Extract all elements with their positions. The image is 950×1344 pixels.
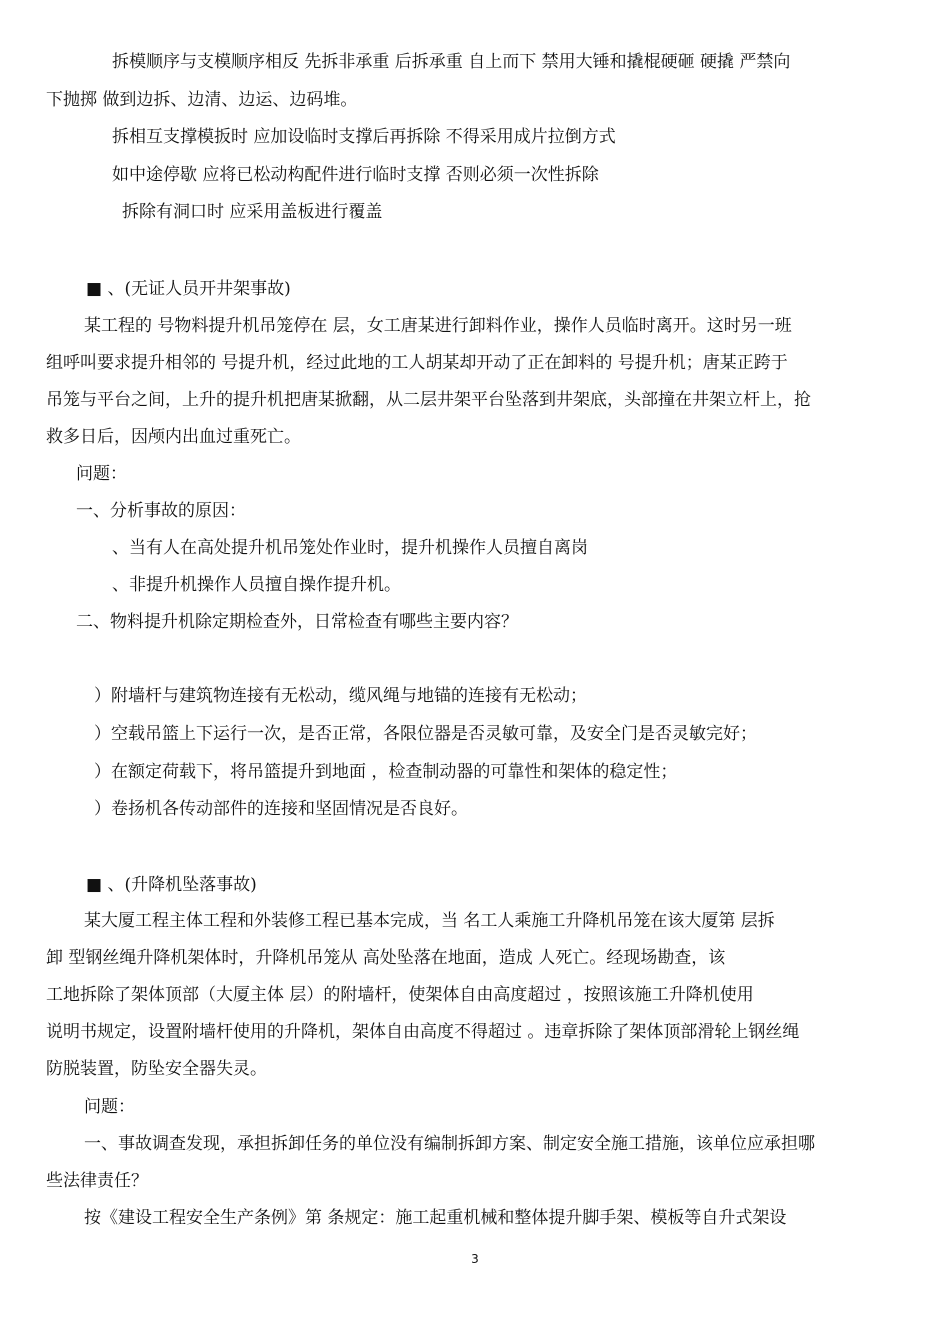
text-line: 下抛掷 做到边拆、边清、边运、边码堆。	[46, 90, 358, 110]
text-line: 按《建设工程安全生产条例》第 条规定：施工起重机械和整体提升脚手架、模板等自升式架设	[84, 1208, 787, 1228]
text-line: 如中途停歇 应将已松动构配件进行临时支撑 否则必须一次性拆除	[112, 165, 599, 185]
text-line: 救多日后，因颅内出血过重死亡。	[46, 427, 301, 447]
text-line: 吊笼与平台之间，上升的提升机把唐某掀翻，从二层井架平台坠落到井架底，头部撞在井架立杆上，抢	[46, 390, 811, 410]
text-line: 卸 型钢丝绳升降机架体时，升降机吊笼从 高处坠落在地面，造成 人死亡。经现场勘查，该	[46, 948, 726, 968]
list-item: 、非提升机操作人员擅自操作提升机。	[112, 575, 401, 595]
list-item: ）在额定荷载下，将吊篮提升到地面 ，检查制动器的可靠性和架体的稳定性；	[94, 762, 678, 782]
text-line: 防脱装置，防坠安全器失灵。	[46, 1059, 267, 1079]
question-label: 问题：	[84, 1097, 135, 1117]
text-line: 拆模顺序与支模顺序相反 先拆非承重 后拆承重 自上而下 禁用大锤和撬棍硬砸 硬撬 严禁向	[112, 52, 791, 72]
question-label: 问题：	[76, 464, 127, 484]
text-line: 工地拆除了架体顶部（大厦主体 层）的附墙杆，使架体自由高度超过 ，按照该施工升降机使用	[46, 985, 754, 1005]
text-line: 组呼叫要求提升相邻的 号提升机，经过此地的工人胡某却开动了正在卸料的 号提升机；唐某正跨于	[46, 353, 788, 373]
text-line: 拆相互支撑模扳时 应加设临时支撑后再拆除 不得采用成片拉倒方式	[112, 127, 616, 147]
question-heading: 一、分析事故的原因：	[76, 501, 246, 521]
page-number: 3	[471, 1252, 479, 1266]
text-line: 拆除有洞口时 应采用盖板进行覆盖	[122, 202, 383, 222]
text-line: 些法律责任？	[46, 1171, 148, 1191]
question-heading: 一、事故调查发现，承担拆卸任务的单位没有编制拆卸方案、制定安全施工措施，该单位应承担哪	[84, 1134, 815, 1154]
list-item: ）卷扬机各传动部件的连接和坚固情况是否良好。	[94, 799, 468, 819]
list-item: ）附墙杆与建筑物连接有无松动，缆风绳与地锚的连接有无松动；	[94, 686, 587, 706]
list-item: 、当有人在高处提升机吊笼处作业时，提升机操作人员擅自离岗	[112, 538, 588, 558]
text-line: 某大厦工程主体工程和外装修工程已基本完成，当 名工人乘施工升降机吊笼在该大厦第 层拆	[84, 911, 775, 931]
text-line: 某工程的 号物料提升机吊笼停在 层，女工唐某进行卸料作业，操作人员临时离开。这时另一班	[84, 316, 792, 336]
section-heading: ■ 、(无证人员开井架事故)	[86, 279, 291, 299]
section-heading: ■ 、(升降机坠落事故)	[86, 875, 257, 895]
question-heading: 二、物料提升机除定期检查外，日常检查有哪些主要内容？	[76, 612, 518, 632]
list-item: ）空载吊篮上下运行一次，是否正常，各限位器是否灵敏可靠，及安全门是否灵敏完好；	[94, 724, 757, 744]
text-line: 说明书规定，设置附墙杆使用的升降机，架体自由高度不得超过 。违章拆除了架体顶部滑轮上钢丝绳	[46, 1022, 800, 1042]
